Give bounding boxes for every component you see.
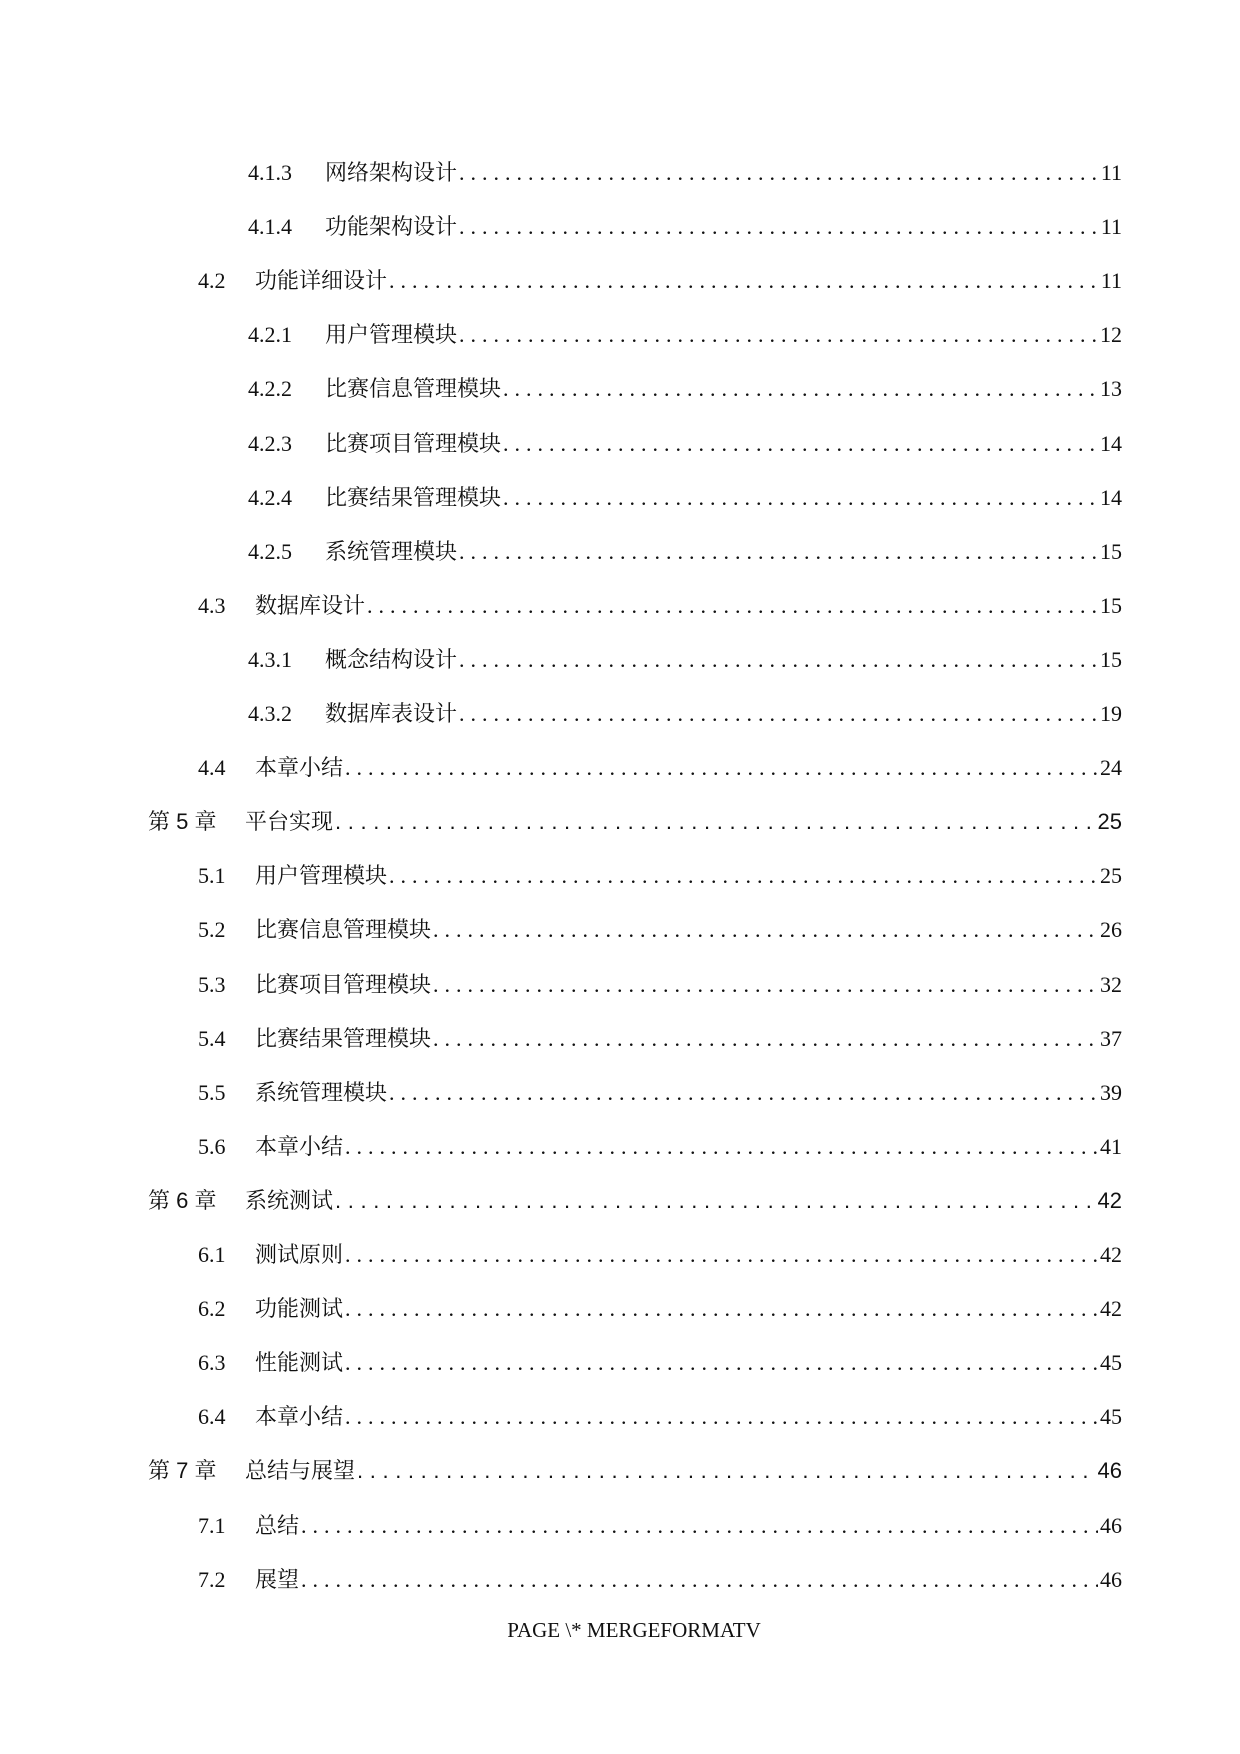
toc-entry-page: 25 (1097, 809, 1122, 835)
toc-entry-page: 46 (1100, 1512, 1122, 1538)
toc-entry-title: 数据库设计 (255, 592, 366, 618)
dot-leader (503, 429, 1098, 459)
toc-entry-title: 比赛项目管理模块 (325, 430, 502, 456)
toc-entry-page: 14 (1100, 430, 1122, 456)
toc-entry-page: 19 (1100, 701, 1122, 726)
toc-entry-title: 系统测试 (245, 1187, 334, 1213)
dot-leader (345, 1294, 1098, 1324)
toc-entry[interactable] (198, 861, 1122, 891)
toc-entry-title: 概念结构设计 (325, 646, 458, 672)
toc-entry-page: 13 (1100, 376, 1122, 402)
toc-entry-page: 41 (1100, 1133, 1122, 1159)
toc-entry-number: 4.3.2 (248, 701, 292, 726)
dot-leader (389, 1078, 1098, 1108)
dot-leader (335, 1186, 1096, 1216)
toc-entry-page: 14 (1100, 484, 1122, 510)
toc-entry-number: 4.3.1 (248, 646, 292, 672)
dot-leader (301, 1565, 1098, 1595)
toc-entry[interactable] (248, 320, 1122, 350)
toc-entry[interactable] (198, 970, 1122, 1000)
toc-entry-page: 42 (1100, 1296, 1122, 1322)
toc-entry-title: 性能测试 (255, 1350, 344, 1376)
toc-entry-title: 用户管理模块 (325, 322, 458, 348)
toc-entry-title: 系统管理模块 (325, 538, 458, 564)
toc-entry-title: 数据库表设计 (325, 701, 458, 726)
toc-entry[interactable] (248, 374, 1122, 404)
toc-entry[interactable] (148, 807, 1122, 837)
toc-entry-title: 平台实现 (245, 809, 334, 835)
toc-entry-number: 第 6 章 (148, 1187, 217, 1213)
toc-entry-number: 4.2.5 (248, 538, 292, 564)
toc-entry-page: 11 (1100, 268, 1122, 294)
toc-entry-page: 15 (1100, 592, 1122, 618)
toc-entry-page: 45 (1100, 1404, 1122, 1430)
toc-entry-number: 5.4 (198, 1025, 226, 1051)
toc-entry[interactable] (198, 915, 1122, 945)
toc-entry-number: 4.1.3 (248, 160, 292, 185)
toc-entry-number: 6.4 (198, 1404, 226, 1430)
toc-entry-number: 6.3 (198, 1350, 226, 1376)
toc-entry-title: 总结 (255, 1512, 300, 1538)
toc-entry[interactable] (198, 1402, 1122, 1432)
toc-entry-page: 24 (1100, 755, 1122, 781)
dot-leader (433, 1024, 1098, 1054)
toc-entry-title: 功能架构设计 (325, 214, 458, 240)
dot-leader (367, 591, 1098, 621)
toc-entry-title: 本章小结 (255, 1133, 344, 1159)
toc-entry-page: 37 (1100, 1025, 1122, 1051)
toc-entry[interactable] (198, 266, 1122, 296)
dot-leader (459, 645, 1098, 675)
toc-entry-page: 46 (1097, 1458, 1122, 1484)
toc-entry[interactable] (198, 1294, 1122, 1324)
toc-entry-title: 本章小结 (255, 755, 344, 781)
dot-leader (389, 861, 1098, 891)
dot-leader (459, 699, 1098, 729)
toc-entry-page: 25 (1100, 863, 1122, 889)
toc-entry-number: 7.1 (198, 1512, 226, 1538)
toc-entry[interactable] (248, 429, 1122, 459)
toc-entry-number: 第 7 章 (148, 1458, 217, 1484)
toc-entry[interactable] (148, 1186, 1122, 1216)
toc-entry-page: 45 (1100, 1350, 1122, 1376)
toc-entry-number: 4.2.2 (248, 376, 292, 402)
toc-entry[interactable] (248, 212, 1122, 242)
dot-leader (503, 483, 1098, 513)
toc-entry-page: 15 (1100, 646, 1122, 672)
dot-leader (357, 1456, 1096, 1486)
toc-entry-page: 11 (1100, 214, 1122, 240)
toc-entry-number: 4.2.4 (248, 484, 292, 510)
toc-entry-number: 第 5 章 (148, 809, 217, 835)
dot-leader (345, 1348, 1098, 1378)
page-footer-field: PAGE \* MERGEFORMATV (507, 1618, 761, 1642)
dot-leader (345, 1240, 1098, 1270)
toc-entry[interactable] (198, 753, 1122, 783)
toc-entry-title: 本章小结 (255, 1404, 344, 1430)
toc-entry-title: 功能详细设计 (255, 268, 388, 294)
toc-entry-title: 比赛信息管理模块 (255, 917, 432, 943)
toc-entry-title: 用户管理模块 (255, 863, 388, 889)
toc-entry-title: 比赛信息管理模块 (325, 376, 502, 402)
toc-entry-page: 42 (1097, 1187, 1122, 1213)
toc-entry-number: 7.2 (198, 1566, 226, 1592)
toc-entry[interactable] (198, 1240, 1122, 1270)
dot-leader (301, 1511, 1098, 1541)
dot-leader (459, 158, 1099, 188)
toc-entry-number: 4.2.3 (248, 430, 292, 456)
toc-entry[interactable] (198, 1078, 1122, 1108)
toc-entry[interactable] (248, 645, 1122, 675)
toc-entry-title: 展望 (255, 1566, 300, 1592)
toc-entry[interactable] (248, 158, 1122, 188)
toc-entry-page: 32 (1100, 971, 1122, 997)
toc-entry-title: 功能测试 (255, 1296, 344, 1322)
toc-entry-number: 5.1 (198, 863, 226, 889)
dot-leader (459, 320, 1098, 350)
toc-entry-number: 5.5 (198, 1079, 226, 1105)
dot-leader (503, 374, 1098, 404)
dot-leader (335, 807, 1096, 837)
toc-entry[interactable] (248, 699, 1122, 729)
toc-entry-page: 42 (1100, 1242, 1122, 1267)
toc-entry-number: 6.1 (198, 1242, 226, 1267)
dot-leader (459, 537, 1098, 567)
toc-entry-number: 4.1.4 (248, 214, 292, 240)
toc-entry[interactable] (198, 1348, 1122, 1378)
toc-entry[interactable] (148, 1456, 1122, 1486)
dot-leader (433, 970, 1098, 1000)
toc-entry-title: 比赛结果管理模块 (325, 484, 502, 510)
toc-entry-page: 26 (1100, 917, 1122, 943)
toc-entry-number: 4.2 (198, 268, 226, 294)
dot-leader (345, 753, 1098, 783)
dot-leader (345, 1402, 1098, 1432)
toc-entry[interactable] (248, 483, 1122, 513)
toc-entry-title: 网络架构设计 (325, 160, 458, 185)
toc-entry-number: 4.2.1 (248, 322, 292, 348)
dot-leader (389, 266, 1099, 296)
toc-entry[interactable] (198, 1024, 1122, 1054)
toc-entry-title: 测试原则 (255, 1242, 344, 1267)
toc-entry-title: 系统管理模块 (255, 1079, 388, 1105)
toc-entry-page: 12 (1100, 322, 1122, 348)
toc-entry-number: 4.4 (198, 755, 226, 781)
toc-entry-number: 6.2 (198, 1296, 226, 1322)
toc-entry[interactable] (198, 1565, 1122, 1595)
toc-entry[interactable] (248, 537, 1122, 567)
dot-leader (459, 212, 1099, 242)
toc-entry-page: 15 (1100, 538, 1122, 564)
toc-entry-number: 5.2 (198, 917, 226, 943)
toc-entry-page: 46 (1100, 1566, 1122, 1592)
toc-entry-page: 11 (1100, 160, 1122, 185)
toc-entry-page: 39 (1100, 1079, 1122, 1105)
toc-entry-number: 5.3 (198, 971, 226, 997)
toc-entry-title: 总结与展望 (245, 1458, 356, 1484)
toc-entry-title: 比赛项目管理模块 (255, 971, 432, 997)
dot-leader (345, 1132, 1098, 1162)
toc-entry-title: 比赛结果管理模块 (255, 1025, 432, 1051)
toc-entry[interactable] (198, 1511, 1122, 1541)
toc-entry[interactable] (198, 1132, 1122, 1162)
toc-entry[interactable] (198, 591, 1122, 621)
toc-entry-number: 4.3 (198, 592, 226, 618)
dot-leader (433, 915, 1098, 945)
toc-entry-number: 5.6 (198, 1133, 226, 1159)
